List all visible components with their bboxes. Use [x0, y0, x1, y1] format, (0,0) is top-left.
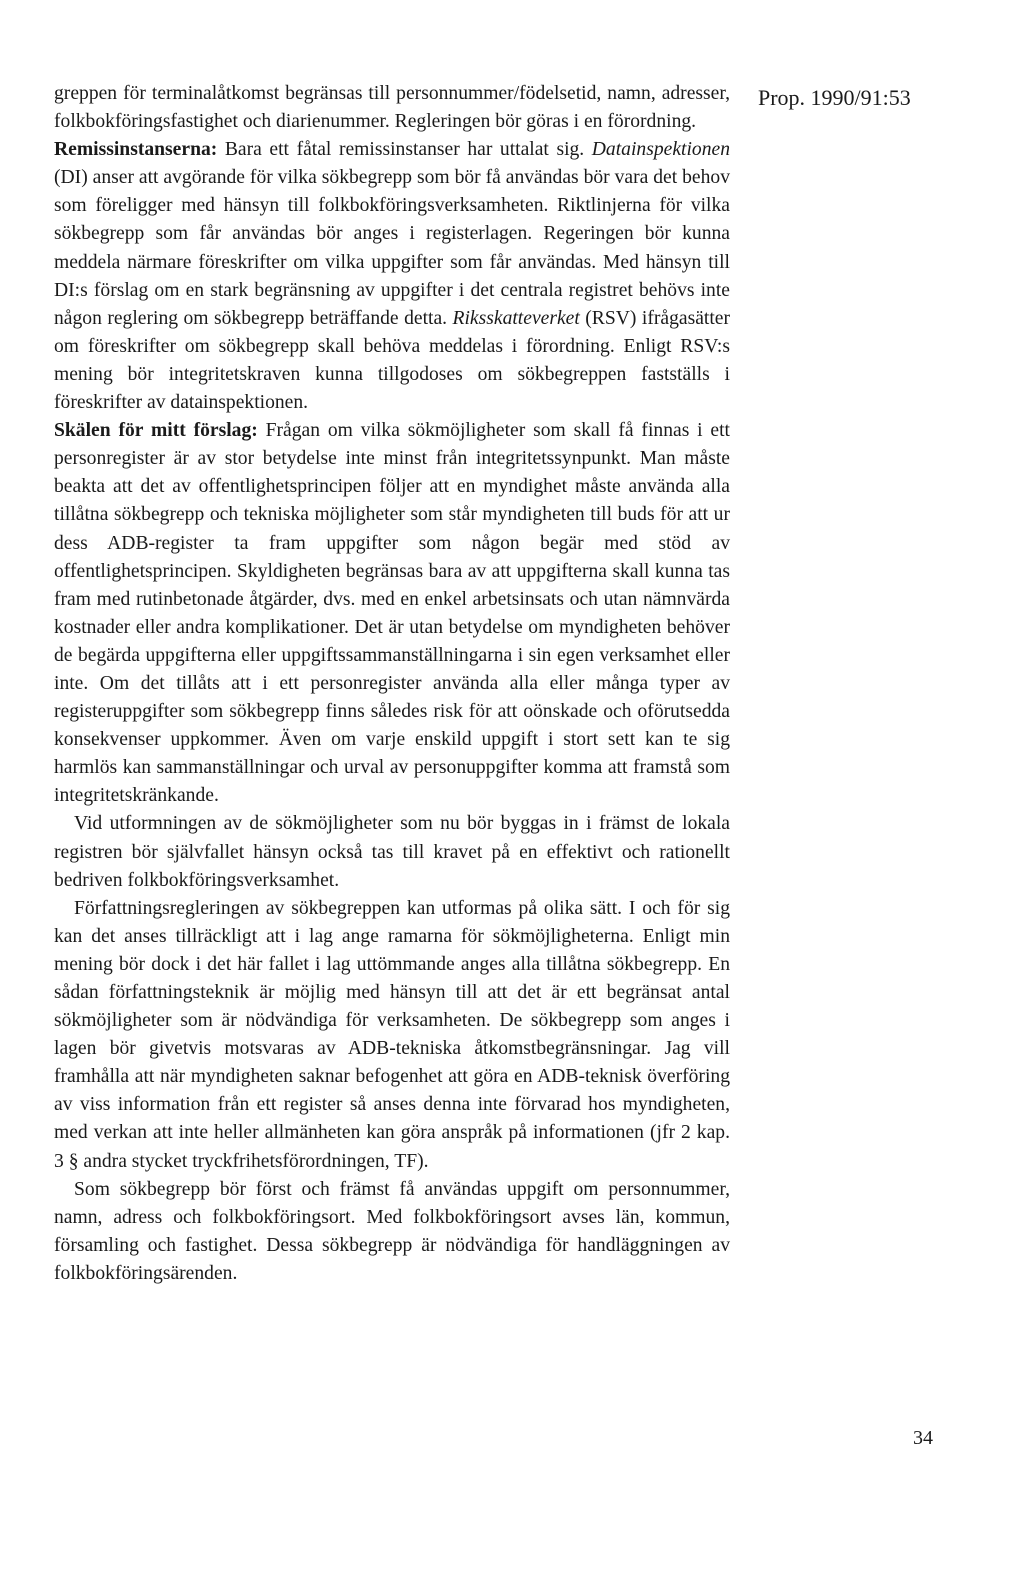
paragraph-heading: Skälen för mitt förslag: — [54, 420, 258, 442]
emphasis-riksskatteverket: Riksskatteverket — [452, 307, 580, 329]
paragraph-text: Frågan om vilka sökmöjligheter som skall få finnas i ett personregister är av stor betydelse inte minst från integritetssynpunkt. Man måste beakta att det av offentlighetsprincipen följer att en myndighet måste använda alla tillåtna sökbegrepp och tekniska möjligheter som står myndigheten till buds för att ur dess ADB-register ta fram uppgifter som någon begär med stöd av offentlighetsprincipen. Skyldigheten begränsas bara av att uppgifterna skall kunna tas fram med rutinbetonade åtgärder, dvs. med en enkel arbetsinsats och utan nämnvärda kostnader eller andra komplikationer. Det är utan betydelse om myndigheten behöver de begärda uppgifterna eller uppgiftssammanställningarna i sin egen verksamhet eller inte. Om det tillåts att i ett personregister använda alla eller många typer av registeruppgifter som sökbegrepp finns således risk för att oönskade och oförutsedda konsekvenser uppkommer. Även om varje enskild uppgift i stort sett kan te sig harmlös kan sammanställningar och urval av personuppgifter komma att framstå som integritetskränkande. — [54, 420, 730, 807]
paragraph-text: (RSV) ifrågasätter om föreskrifter om sökbegrepp skall behöva meddelas i förordning. Enligt RSV:s mening bör integritetskraven kunna tillgodoses om sökbegreppen fastställs i föreskrifter av datainspektionen. — [54, 307, 730, 414]
paragraph-utformningen: Vid utformningen av de sökmöjligheter som nu bör byggas in i främst de lokala registren bör självfallet hänsyn också tas till kravet på en effektivt och rationellt bedriven folkbokföringsverksamhet. — [54, 813, 730, 891]
paragraph-sokbegrepp: Som sökbegrepp bör först och främst få användas uppgift om personnummer, namn, adress och folkbokföringsort. Med folkbokföringsort avses län, kommun, församling och fastighet. Dessa sökbegrepp är nödvändiga för handläggningen av folkbokföringsärenden. — [54, 1178, 730, 1284]
paragraph-remissinstanserna — [54, 136, 730, 417]
proposition-reference: Prop. 1990/91:53 — [758, 85, 911, 110]
body-text — [54, 80, 730, 1288]
emphasis-datainspektionen: Datainspektionen — [591, 139, 730, 161]
paragraph-skalen — [54, 417, 730, 810]
paragraph-forfattningsregleringen: Författningsregleringen av sökbegreppen kan utformas på olika sätt. I och för sig kan det anses tillräckligt att i lag ange ramarna för sökmöjligheterna. Enligt min mening bör dock i det här fallet i lag uttömmande anges alla tillåtna sökbegrepp. En sådan författningsteknik är möjlig med hänsyn till att det är ett begränsat antal sökmöjligheter som är nödvändiga för verksamheten. De sökbegrepp som anges i lagen bör givetvis motsvaras av ADB-tekniska åtkomstbegränsningar. Jag vill framhålla att när myndigheten saknar befogenhet att göra en ADB-teknisk överföring av viss information från ett register så anses denna inte förvarad hos myndigheten, med verkan att inte heller allmänheten kan göra anspråk på informationen (jfr 2 kap. 3 § andra stycket tryckfrihetsförordningen, TF). — [54, 897, 730, 1172]
page-number: 34 — [913, 1427, 933, 1449]
paragraph-text: Bara ett fåtal remissinstanser har uttalat sig. — [217, 139, 592, 161]
paragraph-text: (DI) anser att avgörande för vilka sökbegrepp som bör få användas bör vara det behov som föreligger med hänsyn till folkbokföringsverksamheten. Riktlinjerna för vilka sökbegrepp som får användas bör anges i registerlagen. Regeringen bör kunna meddela närmare föreskrifter om vilka uppgifter som får användas. Med hänsyn till DI:s förslag om en stark begränsning av uppgifter i det centrala registret behövs inte någon reglering om sökbegrepp beträffande detta. — [54, 167, 730, 329]
paragraph-heading: Remissinstanserna: — [54, 139, 218, 161]
paragraph-continuation: greppen för terminalåtkomst begränsas till personnummer/födelsetid, namn, adresser, folkbokföringsfastighet och diarienummer. Regleringen bör göras i en förordning. — [54, 83, 730, 133]
